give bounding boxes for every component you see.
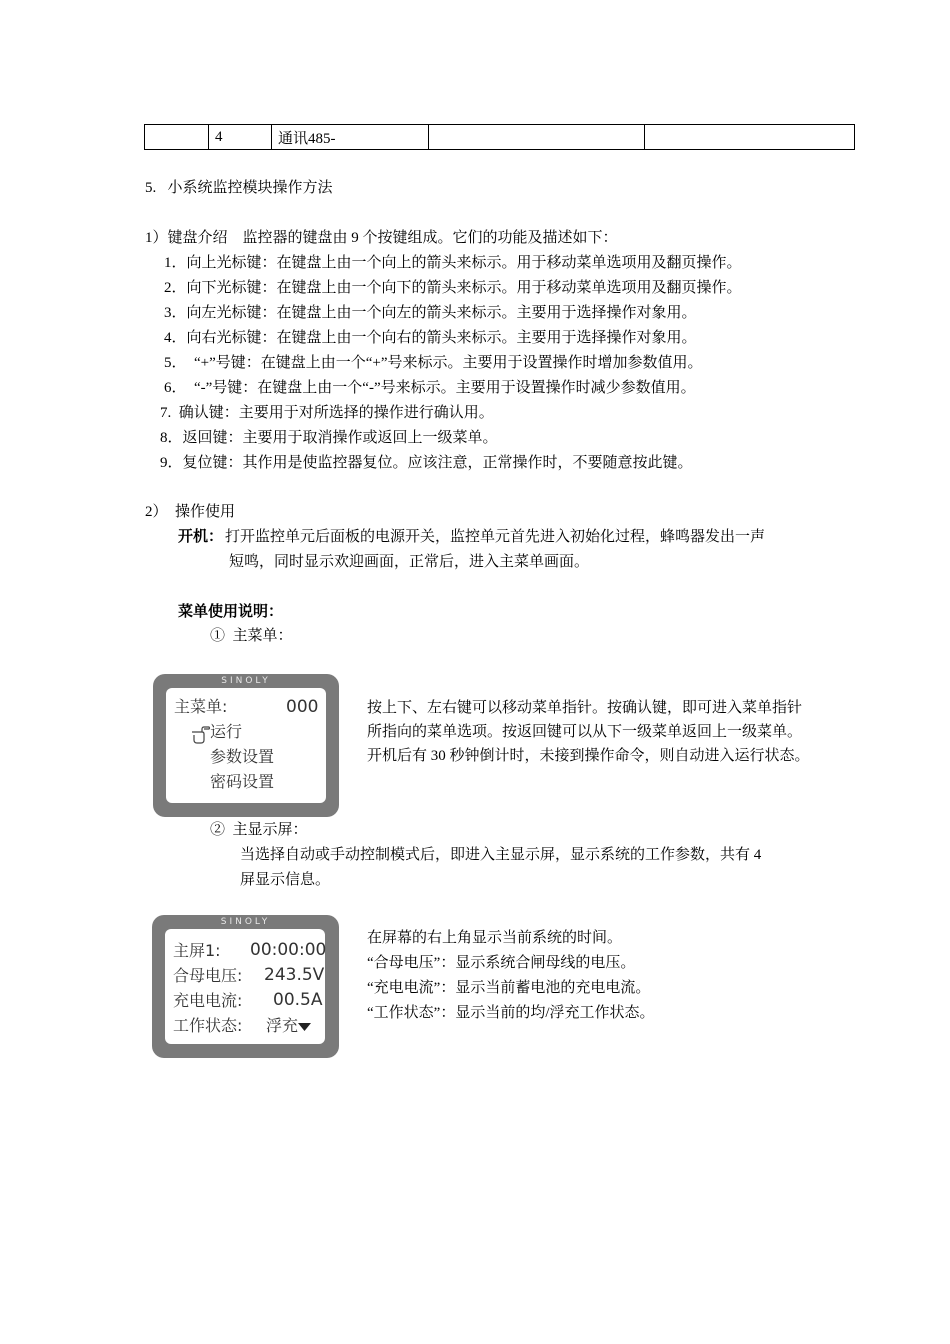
- table-cell: 通讯485-: [272, 125, 429, 150]
- key-item: 1．向上光标键：在键盘上由一个向上的箭头来标示。用于移动菜单选项用及翻页操作。: [164, 255, 742, 271]
- table-cell: [429, 125, 645, 150]
- terminal-table: [144, 124, 855, 150]
- menu-desc-line: 按上下、左右键可以移动菜单指针。按确认键，即可进入菜单指针: [367, 700, 803, 716]
- display-desc-line: “工作状态”：显示当前的均/浮充工作状态。: [367, 1005, 655, 1021]
- key-item: 7. 确认键：主要用于对所选择的操作进行确认用。: [160, 405, 494, 421]
- triangle-down-icon: [298, 1022, 311, 1032]
- brand-logo: SINOLY: [221, 676, 271, 686]
- key-item: 9．复位键：其作用是使监控器复位。应该注意，正常操作时，不要随意按此键。: [160, 455, 693, 471]
- key-item: 6． “-”号键：在键盘上由一个“-”号来标示。主要用于设置操作时减少参数值用。: [164, 380, 696, 396]
- work-status-label: 工作状态:: [173, 1016, 243, 1035]
- menu-title: 主菜单:: [174, 697, 228, 716]
- main-display-heading: ② 主显示屏：: [210, 822, 308, 838]
- section-heading: 5. 小系统监控模块操作方法: [145, 180, 333, 196]
- menu-item-password: 密码设置: [210, 772, 275, 791]
- table-cell: [645, 125, 855, 150]
- work-status-value: 浮充: [266, 1016, 299, 1035]
- menu-item-run: 运行: [210, 722, 243, 741]
- display-desc-line: “合母电压”：显示系统合闸母线的电压。: [367, 955, 636, 971]
- hand-pointer-icon: [190, 723, 212, 745]
- menu-desc-line: 开机后有 30 秒钟倒计时，未接到操作命令，则自动进入运行状态。: [367, 748, 810, 764]
- key-item: 8．返回键：主要用于取消操作或返回上一级菜单。: [160, 430, 498, 446]
- bus-voltage-label: 合母电压:: [173, 966, 243, 985]
- lcd-screen: [165, 929, 325, 1044]
- lcd-main-menu: [153, 674, 339, 817]
- table-cell: 4: [209, 125, 272, 150]
- menu-item-params: 参数设置: [210, 747, 275, 766]
- operation-heading: 2） 操作使用: [145, 504, 236, 520]
- menu-usage-heading: 菜单使用说明：: [178, 604, 284, 620]
- menu-code: 000: [286, 697, 319, 717]
- key-item: 5． “+”号键：在键盘上由一个“+”号来标示。主要用于设置操作时增加参数值用。: [164, 355, 703, 371]
- main-menu-heading: ① 主菜单：: [210, 628, 293, 644]
- table-cell: [145, 125, 209, 150]
- screen-label: 主屏1:: [173, 941, 221, 960]
- keyboard-intro: 1）键盘介绍 监控器的键盘由 9 个按键组成。它们的功能及描述如下：: [145, 230, 618, 246]
- power-on-label: 开机：: [178, 529, 224, 545]
- bus-voltage-value: 243.5V: [264, 965, 325, 985]
- main-display-desc: 屏显示信息。: [240, 872, 331, 888]
- key-item: 2．向下光标键：在键盘上由一个向下的箭头来标示。用于移动菜单选项用及翻页操作。: [164, 280, 742, 296]
- key-item: 4．向右光标键：在键盘上由一个向右的箭头来标示。主要用于选择操作对象用。: [164, 330, 697, 346]
- power-on-text: 打开监控单元后面板的电源开关，监控单元首先进入初始化过程，蜂鸣器发出一声: [225, 529, 766, 545]
- lcd-screen: [166, 688, 326, 803]
- charge-current-label: 充电电流:: [173, 991, 243, 1010]
- brand-logo: SINOLY: [220, 917, 271, 927]
- lcd-main-display: [152, 915, 339, 1058]
- menu-desc-line: 所指向的菜单选项。按返回键可以从下一级菜单返回上一级菜单。: [367, 724, 803, 740]
- charge-current-value: 00.5A: [273, 990, 323, 1010]
- key-item: 3．向左光标键：在键盘上由一个向左的箭头来标示。主要用于选择操作对象用。: [164, 305, 697, 321]
- clock-value: 00:00:00: [250, 940, 327, 960]
- display-desc-line: “充电电流”：显示当前蓄电池的充电电流。: [367, 980, 651, 996]
- table-row: [145, 125, 855, 150]
- power-on-text: 短鸣，同时显示欢迎画面，正常后，进入主菜单画面。: [229, 554, 590, 570]
- main-display-desc: 当选择自动或手动控制模式后，即进入主显示屏，显示系统的工作参数，共有 4: [240, 847, 762, 863]
- display-desc-line: 在屏幕的右上角显示当前系统的时间。: [367, 930, 623, 946]
